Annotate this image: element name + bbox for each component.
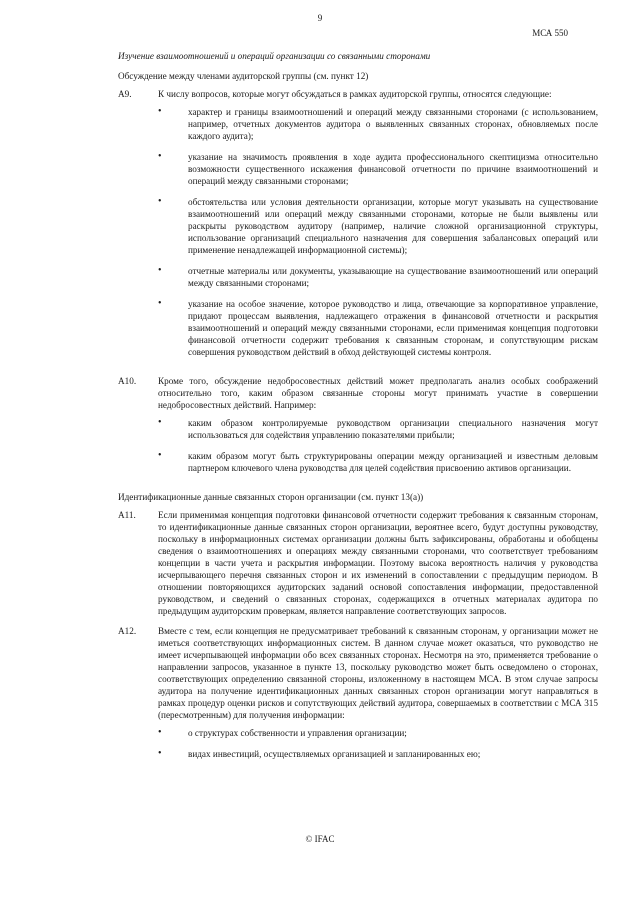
paragraph-body <box>158 88 598 367</box>
paragraph-a11 <box>118 509 598 617</box>
paragraph-intro: Вместе с тем, если концепция не предусматривает требований к связанным сторонам, у организации может не иметься соответствующих информационных систем. В данном случае может оказаться, что руководство не имеет исчерпывающей информации обо всех связанных сторонах. Несмотря на это, применяется требование о направлении запросов, указанное в пункте 13, поскольку руководство может быть осведомлено о сторонах, соответствующих определению связанной стороны, изложенному в настоящем МСА. В этом случае запросы аудитора на получение идентификационных данных связанных сторон организации могут направляться в рамках процедур оценки рисков и сопутствующих действий аудитора, совершаемых в соответствии с МСА 315 (пересмотренным) для получения информации: <box>158 626 598 720</box>
paragraph-body: Если применимая концепция подготовки финансовой отчетности содержит требования к связанным сторонам, то идентификационные данные связанных сторон организации, вероятнее всего, будут доступны руководству, поскольку в информационных системах организации должны быть зафиксированы, обработаны и обобщены сведения о взаимоотношениях и операциях между связанными сторонами, что соответствует требованиям концепции в части учета и раскрытия информации. Поэтому высока вероятность наличия у руководства исчерпывающего перечня связанных сторон и их изменений в сопоставлении с предыдущим периодом. В отношении повторяющихся аудиторских заданий основой сопоставления информации, предоставленной руководством, и сведений о связанных сторонах, содержащихся в отчетных материалах аудитора по предыдущим аудиторским проверкам, является направление соответствующих запросов. <box>158 510 598 616</box>
list-item-text: о структурах собственности и управления организации; <box>188 728 407 738</box>
list-item-text: обстоятельства или условия деятельности организации, которые могут указывать на существование взаимоотношений или операций между связанными сторонами, которые не были выявлены или раскрыты руководством аудитору (например, наличие сложной организационной структуры, использование организаций специального назначения для совершения забалансовых операций или применение ненадлежащей информационной системы); <box>188 197 598 255</box>
paragraph-number: A12. <box>118 626 137 636</box>
page-number: 9 <box>317 13 323 23</box>
paragraph-intro: Кроме того, обсуждение недобросовестных действий может предполагать анализ особых соображений относительно того, каким образом связанные стороны могут принимать участие в совершении недобросовестных действий. Например: <box>158 376 598 410</box>
list-item <box>158 106 598 142</box>
paragraph-number: A10. <box>118 376 137 386</box>
paragraph-a9 <box>118 88 598 367</box>
list-item-text: видах инвестиций, осуществляемых организацией и запланированных ею; <box>188 749 481 759</box>
list-item-text: указание на значимость проявления в ходе аудита профессионального скептицизма относительно возможности существенного искажения финансовой отчетности по причине взаимоотношений и операций между связанными сторонами; <box>188 152 598 186</box>
list-item-text: характер и границы взаимоотношений и операций между связанными сторонами (с использованием, например, отчетных документов аудитора о выявленных связанных сторонах, обновляемых после каждого аудита); <box>188 107 598 141</box>
list-item <box>158 450 598 474</box>
page-content <box>118 50 598 777</box>
paragraph-number: A11. <box>118 510 136 520</box>
subheading-related-party-identity: Идентификационные данные связанных сторон организации (см. пункт 13(а)) <box>118 492 424 502</box>
copyright-footer: © IFAC <box>305 834 335 844</box>
bullet-icon: • <box>158 298 162 309</box>
list-item <box>158 748 598 760</box>
document-id: МСА 550 <box>532 28 568 38</box>
bullet-icon: • <box>158 450 162 461</box>
list-item <box>158 151 598 187</box>
paragraph-a12 <box>118 625 598 769</box>
subheading-team-discussion: Обсуждение между членами аудиторской группы (см. пункт 12) <box>118 71 369 81</box>
list-item <box>158 727 598 739</box>
bullet-icon: • <box>158 417 162 428</box>
list-item-text: указание на особое значение, которое руководство и лица, отвечающие за корпоративное управление, придают процессам выявления, надлежащего отражения в финансовой отчетности и раскрытия взаимоотношений и операций между связанными сторонами, если применимая концепция подготовки финансовой отчетности содержит требования к связанным сторонам, и сопутствующим рискам совершения руководством действий в обход действующей системы контроля. <box>188 299 598 357</box>
bullet-icon: • <box>158 151 162 162</box>
list-item-text: отчетные материалы или документы, указывающие на существование взаимоотношений или операций между связанными сторонами; <box>188 266 598 288</box>
paragraph-body <box>158 625 598 769</box>
section-title: Изучение взаимоотношений и операций организации со связанными сторонами <box>118 51 431 61</box>
paragraph-a10 <box>118 375 598 483</box>
list-item <box>158 265 598 289</box>
list-item <box>158 298 598 358</box>
paragraph-intro: К числу вопросов, которые могут обсуждаться в рамках аудиторской группы, относятся следующие: <box>158 89 552 99</box>
bullet-icon: • <box>158 106 162 117</box>
list-item-text: каким образом контролируемые руководством организации специального назначения могут использоваться для содействия управлению показателями прибыли; <box>188 418 598 440</box>
list-item <box>158 417 598 441</box>
list-item <box>158 196 598 256</box>
bullet-icon: • <box>158 265 162 276</box>
bullet-icon: • <box>158 196 162 207</box>
list-item-text: каким образом могут быть структурированы операции между организацией и известным деловым партнером ключевого члена руководства для целей содействия присвоению активов организации. <box>188 451 598 473</box>
paragraph-number: A9. <box>118 89 132 99</box>
paragraph-body <box>158 375 598 483</box>
bullet-icon: • <box>158 748 162 759</box>
bullet-icon: • <box>158 727 162 738</box>
